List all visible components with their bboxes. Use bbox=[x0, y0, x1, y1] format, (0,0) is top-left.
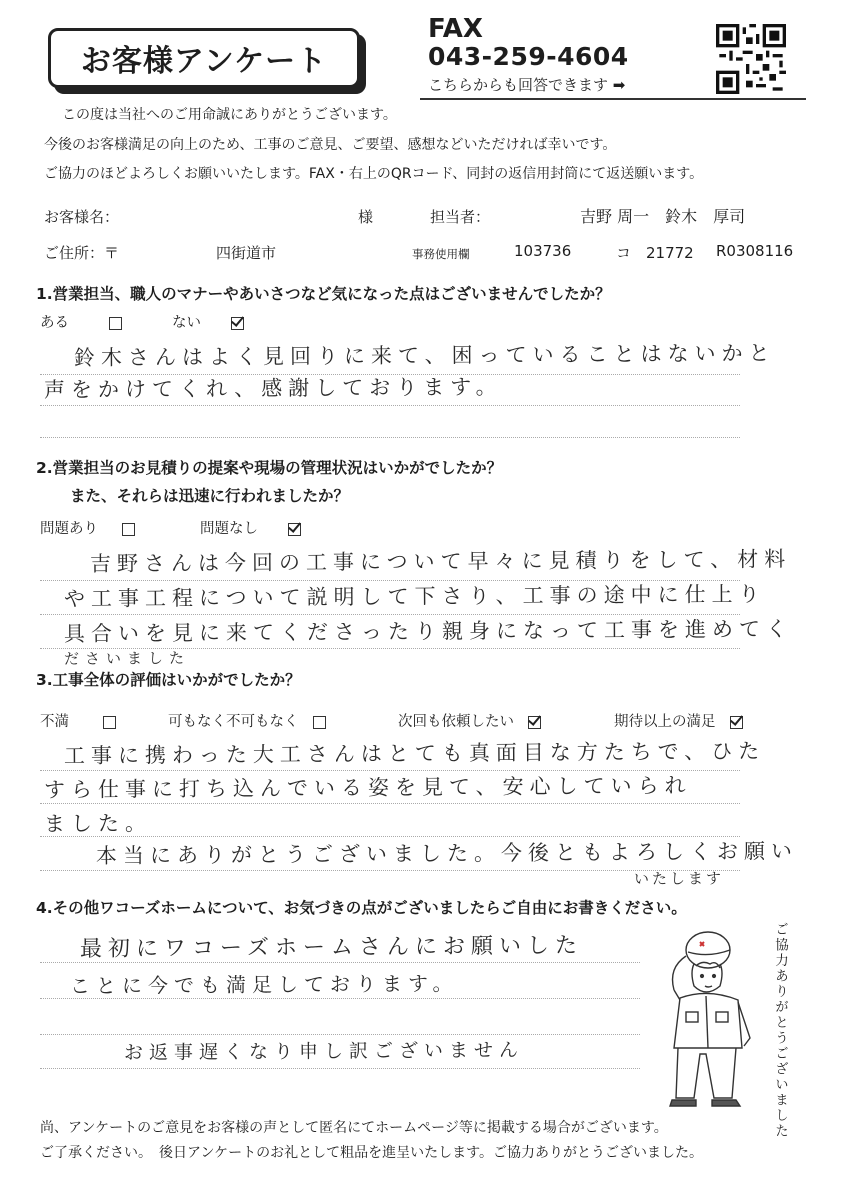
q3-checkbox-4[interactable] bbox=[730, 716, 743, 729]
q2-option-no-issue-label: 問題なし bbox=[200, 521, 258, 537]
q2-answer-line-2: や工事工程について説明して下さり、工事の途中に仕上り bbox=[63, 582, 766, 611]
question-2-line-1: 2.営業担当のお見積りの提案や現場の管理状況はいかがでしたか？ bbox=[36, 459, 503, 477]
q2-option-issue-label: 問題あり bbox=[40, 521, 98, 537]
honorific: 様 bbox=[358, 208, 374, 226]
q3-option-4-label: 期待以上の満足 bbox=[614, 714, 716, 730]
q1-checkbox-no[interactable] bbox=[231, 317, 244, 330]
q3-option-2-label: 可もなく不可もなく bbox=[168, 714, 299, 730]
q3-option-4[interactable] bbox=[614, 710, 743, 731]
staff-names: 吉野 周一 鈴木 厚司 bbox=[580, 207, 746, 226]
office-code-3: R0308116 bbox=[716, 242, 794, 260]
q4-answer-line-3: お返事遅くなり申し訳ございません bbox=[123, 1039, 525, 1064]
fax-number: 043-259-4604 bbox=[428, 42, 629, 71]
footer-line-2: ご了承ください。 後日アンケートのお礼として粗品を進呈いたします。ご協力ありがとうございました。 bbox=[40, 1145, 704, 1161]
q3-answer-line-4: 本当にありがとうございました。今後ともよろしくお願い bbox=[95, 839, 799, 868]
office-use-label: 事務使用欄 bbox=[412, 247, 470, 261]
office-code-1: 103736 bbox=[514, 242, 572, 260]
q3-option-1-label: 不満 bbox=[40, 714, 69, 730]
q1-answer-line-1: 鈴木さんはよく見回りに来て、困っていることはないかと bbox=[73, 341, 776, 370]
fax-note: こちらからも回答できます ➡ bbox=[428, 76, 626, 94]
q1-answer-line-2: 声をかけてくれ、感謝しております。 bbox=[43, 374, 503, 402]
q1-option-no-label: ない bbox=[172, 315, 201, 331]
q2-option-issue[interactable] bbox=[40, 517, 135, 538]
q1-option-yes-label: ある bbox=[40, 315, 69, 331]
office-code-2: コ 21772 bbox=[616, 244, 694, 262]
q3-option-3[interactable] bbox=[398, 710, 541, 731]
q2-answer-line-4: ださいました bbox=[63, 649, 191, 668]
q3-answer-line-1: 工事に携わった大工さんはとても真面目な方たちで、ひた bbox=[63, 739, 766, 768]
answer-rule bbox=[40, 405, 740, 406]
answer-rule bbox=[40, 437, 740, 438]
q4-answer-line-2: ことに今でも満足しております。 bbox=[69, 971, 459, 998]
q1-checkbox-yes[interactable] bbox=[109, 317, 122, 330]
answer-rule bbox=[40, 1034, 640, 1035]
q2-option-no-issue[interactable] bbox=[200, 517, 301, 538]
q1-option-no[interactable] bbox=[172, 311, 244, 332]
q3-checkbox-1[interactable] bbox=[103, 716, 116, 729]
intro-line-2: 今後のお客様満足の向上のため、工事のご意見、ご要望、感想などいただければ幸いです。 bbox=[44, 137, 617, 153]
q3-option-1[interactable] bbox=[40, 710, 116, 731]
staff-label: 担当者： bbox=[430, 208, 491, 226]
q2-checkbox-no-issue[interactable] bbox=[288, 523, 301, 536]
footer-line-1: 尚、アンケートのご意見をお客様の声として匿名にてホームページ等に掲載する場合がございます。 bbox=[40, 1120, 668, 1136]
question-2-line-2: また、それらは迅速に行われましたか？ bbox=[70, 487, 350, 505]
q1-option-yes[interactable] bbox=[40, 311, 122, 332]
q3-answer-line-5: いたします bbox=[633, 869, 725, 888]
question-1: 1.営業担当、職人のマナーやあいさつなど気になった点はございませんでしたか？ bbox=[36, 285, 611, 303]
q4-answer-line-1: 最初にワコーズホームさんにお願いした bbox=[79, 933, 583, 962]
q2-answer-line-1: 吉野さんは今回の工事について早々に見積りをして、材料 bbox=[89, 547, 792, 576]
fax-label: FAX bbox=[428, 14, 483, 44]
intro-line-1: この度は当社へのご用命誠にありがとうございます。 bbox=[62, 107, 397, 123]
answer-rule bbox=[40, 1068, 640, 1069]
survey-title: お客様アンケート bbox=[48, 28, 360, 88]
address-city: 四街道市 bbox=[216, 244, 277, 262]
q2-answer-line-3: 具合いを見に来てくださったり親身になって工事を進めてく bbox=[63, 616, 794, 646]
address-label: ご住所：〒 bbox=[44, 244, 120, 262]
q3-answer-line-2: すら仕事に打ち込んでいる姿を見て、安心していられ bbox=[43, 773, 692, 802]
worker-illustration-icon bbox=[650, 928, 760, 1112]
q2-checkbox-issue[interactable] bbox=[122, 523, 135, 536]
q3-option-2[interactable] bbox=[168, 710, 326, 731]
question-3: 3.工事全体の評価はいかがでしたか？ bbox=[36, 671, 301, 689]
customer-name-label: お客様名： bbox=[44, 208, 120, 226]
intro-line-3: ご協力のほどよろしくお願いいたします。FAX・右上のQRコード、同封の返信用封筒にて返送願います。 bbox=[44, 166, 704, 182]
side-thanks-note: ご協力ありがとうございました bbox=[772, 922, 788, 1139]
question-4: 4.その他ワコーズホームについて、お気づきの点がございましたらご自由にお書きください。 bbox=[36, 899, 687, 917]
header-divider bbox=[420, 98, 806, 100]
q3-checkbox-2[interactable] bbox=[313, 716, 326, 729]
q3-answer-line-3: ました。 bbox=[43, 811, 153, 836]
q3-checkbox-3[interactable] bbox=[528, 716, 541, 729]
q3-option-3-label: 次回も依頼したい bbox=[398, 714, 514, 730]
qr-code-icon bbox=[716, 24, 786, 94]
